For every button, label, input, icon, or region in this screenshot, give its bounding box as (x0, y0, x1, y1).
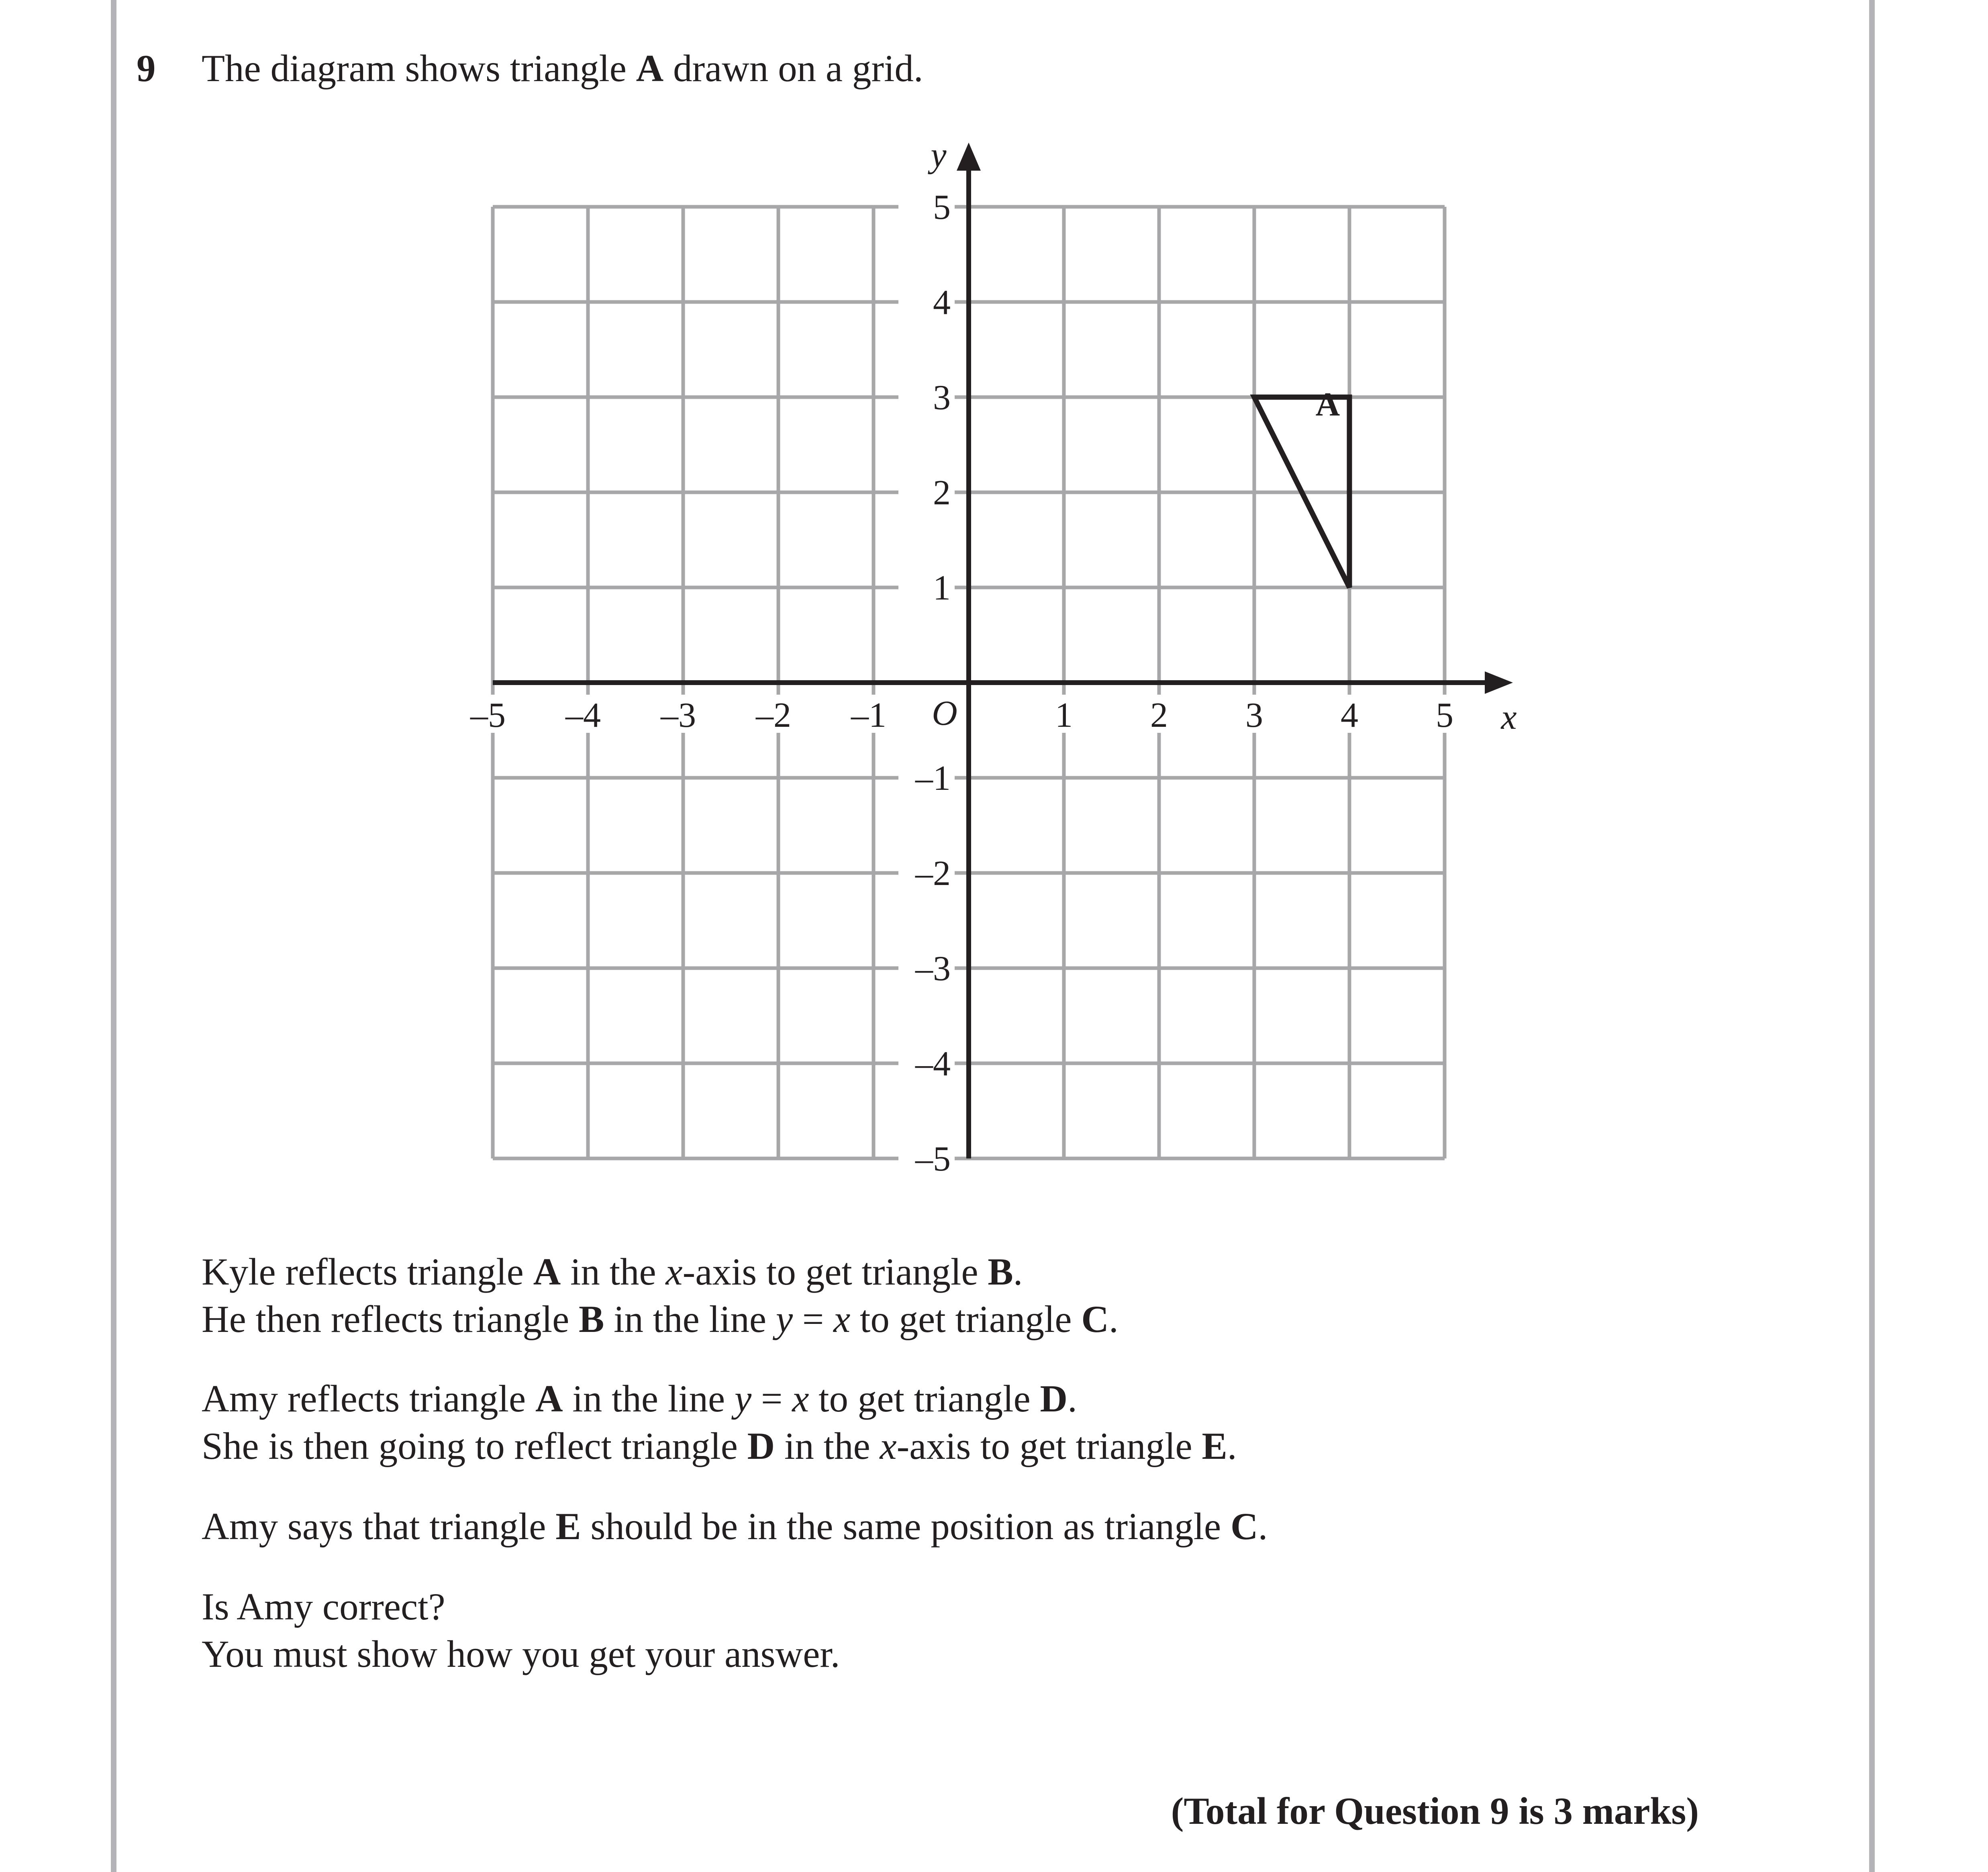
x-tick-label: –5 (470, 696, 506, 735)
question-number: 9 (137, 47, 156, 90)
y-tick-label: –5 (915, 1140, 951, 1179)
amy-paragraph (202, 1375, 1237, 1470)
y-tick-label: 1 (933, 569, 951, 608)
y-tick-label: 2 (933, 473, 951, 512)
y-tick-label: –1 (915, 759, 951, 798)
kyle-line-2: He then reflects triangle B in the line y = x to get triangle C. (202, 1298, 1119, 1340)
x-tick-label: –1 (851, 696, 886, 735)
ask-paragraph (202, 1583, 840, 1678)
shapes (1254, 386, 1349, 587)
x-tick-label: 4 (1341, 696, 1358, 735)
y-tick-label: –3 (915, 949, 951, 988)
x-tick-label: 2 (1150, 696, 1168, 735)
y-tick-label: 5 (933, 188, 951, 227)
ask-line-1: Is Amy correct? (202, 1585, 445, 1628)
y-tick-label: 4 (933, 283, 951, 322)
x-axis-label: x (1501, 698, 1517, 737)
triangle-a-label: A (1315, 385, 1340, 423)
amy-line-2: She is then going to reflect triangle D in the x-axis to get triangle E. (202, 1425, 1237, 1467)
y-tick-label: 3 (933, 378, 951, 417)
y-tick-label: –4 (915, 1044, 951, 1083)
y-tick-label: –2 (915, 854, 951, 893)
amy-line-1: Amy reflects triangle A in the line y = x to get triangle D. (202, 1377, 1077, 1420)
total-marks: (Total for Question 9 is 3 marks) (1171, 1790, 1699, 1832)
x-tick-label: 5 (1436, 696, 1453, 735)
x-axis-arrow (1485, 671, 1513, 694)
y-axis-label: y (931, 136, 947, 175)
y-axis-arrow (957, 143, 981, 171)
kyle-line-1: Kyle reflects triangle A in the x-axis to get triangle B. (202, 1250, 1023, 1293)
kyle-paragraph (202, 1248, 1119, 1343)
axes (493, 136, 1517, 1158)
question-intro: The diagram shows triangle A drawn on a grid. (202, 47, 923, 90)
x-tick-label: 3 (1245, 696, 1263, 735)
x-tick-label: –3 (661, 696, 696, 735)
ask-line-2: You must show how you get your answer. (202, 1633, 840, 1675)
x-tick-label: –4 (565, 696, 601, 735)
claim-paragraph: Amy says that triangle E should be in the same position as triangle C. (202, 1505, 1268, 1548)
x-tick-label: 1 (1055, 696, 1073, 735)
x-tick-label: –2 (756, 696, 791, 735)
origin-label: O (932, 694, 957, 733)
